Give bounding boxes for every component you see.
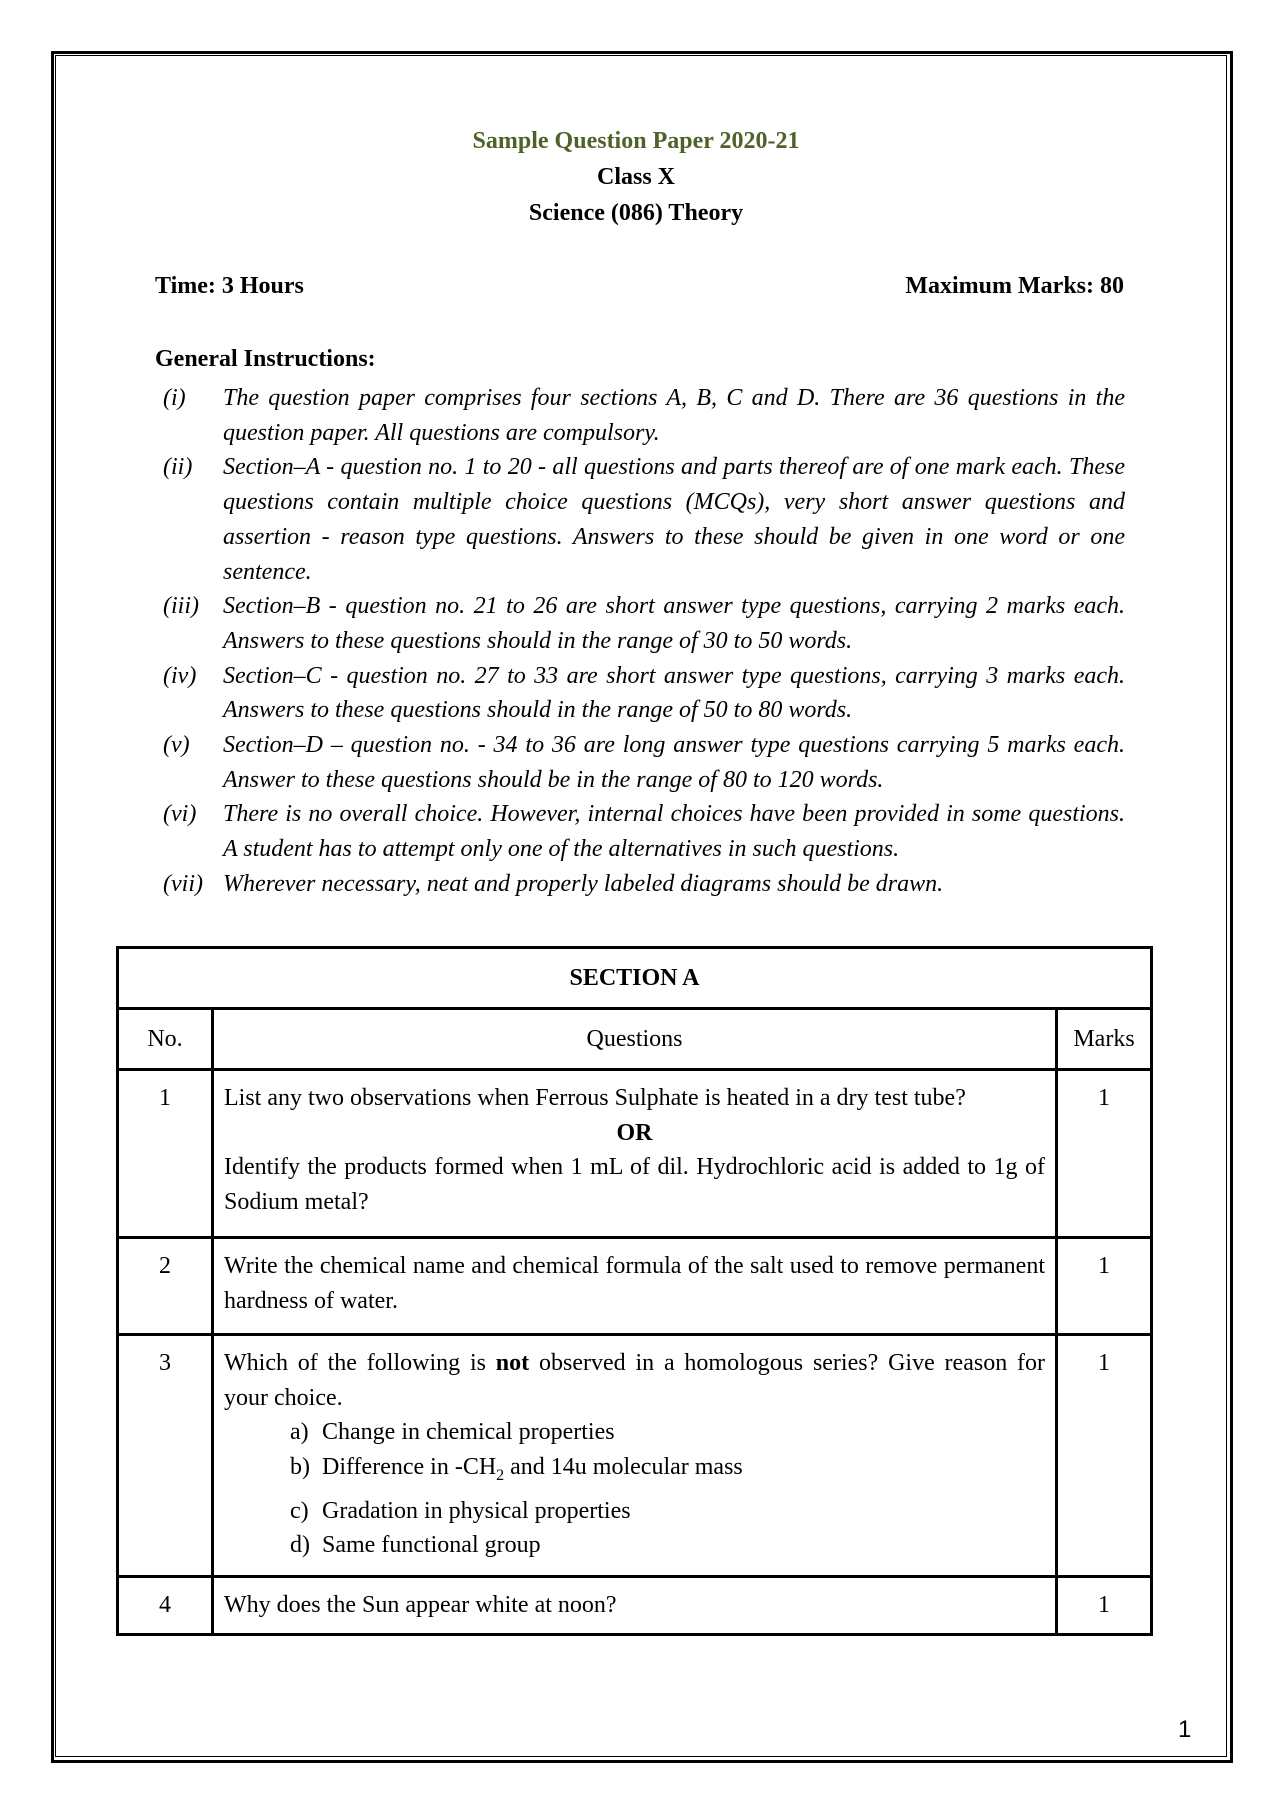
option-label: a): [290, 1419, 309, 1446]
question-text: [213, 1335, 1057, 1577]
table-row: [118, 1577, 1152, 1635]
instruction-label: (v): [163, 732, 190, 759]
instruction-label: (vi): [163, 801, 197, 828]
option-item: [290, 1415, 1045, 1450]
instructions-list: [155, 381, 1125, 902]
instruction-text: Section–B - question no. 21 to 26 are short answer type questions, carrying 2 marks each. Answers to these questions should in the range of 30 to 50 words.: [223, 593, 1125, 654]
question-text-bold: not: [495, 1350, 530, 1376]
table-row: [118, 1070, 1152, 1238]
option-subscript: 2: [496, 1466, 505, 1484]
instruction-text: Wherever necessary, neat and properly labeled diagrams should be drawn.: [223, 870, 944, 897]
instruction-text: Section–A - question no. 1 to 20 - all questions and parts thereof are of one mark each. These questions contain multiple choice questions (MCQs), very short answer questions and assertion - reason type questions. Answers to these should be given in one word or one sentence.: [223, 454, 1125, 585]
header-no: No.: [118, 1009, 213, 1070]
option-item: [290, 1528, 1045, 1563]
options-list: [224, 1415, 1045, 1563]
option-text-pre: Difference in -CH: [322, 1454, 497, 1481]
question-marks: 1: [1057, 1070, 1152, 1238]
or-label: OR: [616, 1119, 653, 1146]
page-number: 1: [1178, 1716, 1192, 1743]
option-label: d): [290, 1532, 310, 1559]
option-text-post: and 14u molecular mass: [504, 1454, 743, 1481]
time-label: Time: 3 Hours: [155, 273, 304, 299]
option-item: [290, 1494, 1045, 1529]
instruction-text: The question paper comprises four sections A, B, C and D. There are 36 questions in the question paper. All questions are compulsory.: [223, 385, 1125, 446]
header-marks: Marks: [1057, 1009, 1152, 1070]
option-text: Same functional group: [322, 1532, 541, 1559]
instruction-label: (vii): [163, 870, 203, 897]
question-number: 1: [118, 1070, 213, 1238]
question-text: [213, 1070, 1057, 1238]
instruction-label: (i): [163, 385, 186, 411]
instruction-label: (iv): [163, 662, 197, 689]
question-text: Why does the Sun appear white at noon?: [213, 1577, 1057, 1635]
question-marks: 1: [1057, 1238, 1152, 1335]
option-item: [290, 1450, 1045, 1494]
question-number: 4: [118, 1577, 213, 1635]
question-part: List any two observations when Ferrous Sulphate is heated in a dry test tube?: [224, 1085, 966, 1111]
subject-label: Science (086) Theory: [528, 200, 744, 226]
instruction-item: [155, 450, 1125, 589]
paper-title: Sample Question Paper 2020-21: [472, 128, 800, 154]
header-questions: Questions: [213, 1009, 1057, 1070]
instruction-text: Section–D – question no. - 34 to 36 are long answer type questions carrying 5 marks each. Answer to these questions should be in the range of 80 to 120 words.: [223, 732, 1125, 793]
table-row: [118, 1335, 1152, 1577]
option-label: c): [290, 1497, 309, 1524]
option-label: b): [290, 1454, 310, 1481]
header-row: [118, 1009, 1152, 1070]
section-a-table: [116, 946, 1153, 1636]
instruction-item: [155, 867, 1125, 902]
question-text-pre: Which of the following is: [224, 1350, 496, 1376]
instructions-heading: General Instructions:: [155, 346, 376, 372]
instruction-label: (iii): [163, 593, 199, 620]
question-part: Identify the products formed when 1 mL of dil. Hydrochloric acid is added to 1g of Sodium metal?: [224, 1154, 1045, 1216]
instruction-item: [155, 797, 1125, 866]
instruction-item: [155, 589, 1125, 658]
question-text: Write the chemical name and chemical formula of the salt used to remove permanent hardness of water.: [213, 1238, 1057, 1335]
max-marks-label: Maximum Marks: 80: [905, 273, 1124, 299]
question-number: 3: [118, 1335, 213, 1577]
instruction-text: Section–C - question no. 27 to 33 are short answer type questions, carrying 3 marks each. Answers to these questions should in the range of 50 to 80 words.: [223, 662, 1125, 724]
class-label: Class X: [596, 164, 675, 190]
option-text: Change in chemical properties: [322, 1419, 615, 1446]
instruction-item: [155, 659, 1125, 728]
question-marks: 1: [1057, 1335, 1152, 1577]
question-text-post: observed in a homologous series? Give reason for your choice.: [224, 1350, 1046, 1411]
instruction-text: There is no overall choice. However, internal choices have been provided in some questions. A student has to attempt only one of the alternatives in such questions.: [223, 801, 1125, 863]
question-marks: 1: [1057, 1577, 1152, 1635]
instruction-item: [155, 728, 1125, 797]
section-title: SECTION A: [118, 948, 1152, 1009]
question-number: 2: [118, 1238, 213, 1335]
table-row: [118, 1238, 1152, 1335]
option-text: Gradation in physical properties: [322, 1497, 631, 1524]
section-row: [118, 948, 1152, 1009]
instruction-label: (ii): [163, 454, 193, 481]
instruction-item: [155, 381, 1125, 450]
